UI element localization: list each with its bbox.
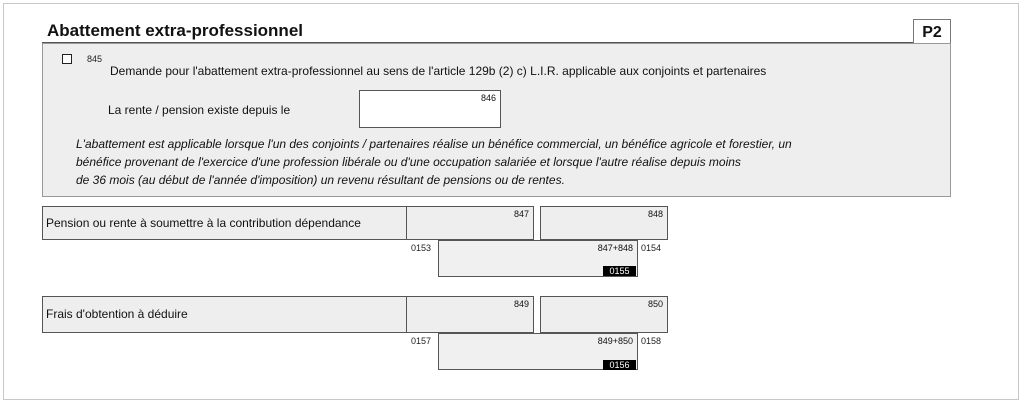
total-ref-0156: 0156 xyxy=(603,360,636,370)
field-850-code: 850 xyxy=(647,299,663,309)
ref-0153: 0153 xyxy=(411,243,432,253)
pension-since-code: 846 xyxy=(480,93,496,103)
request-label: Demande pour l'abattement extra-professionnel au sens de l'article 129b (2) c) L.I.R. applicable aux conjoints et partenaires xyxy=(110,64,767,78)
pension-since-input[interactable] xyxy=(359,90,501,128)
section-title: Abattement extra-professionnel xyxy=(47,21,303,40)
pension-since-label: La rente / pension existe depuis le xyxy=(108,103,291,117)
field-848-code: 848 xyxy=(647,209,663,219)
request-checkbox[interactable] xyxy=(62,54,72,64)
field-848[interactable] xyxy=(540,206,668,240)
field-849[interactable] xyxy=(406,296,534,333)
note-line: L'abattement est applicable lorsque l'un des conjoints / partenaires réalise un bénéfice commercial, un bénéfice agricole et forestier, un xyxy=(76,137,792,151)
ref-0154: 0154 xyxy=(641,243,662,253)
request-code: 845 xyxy=(87,54,103,64)
row-label-pension: Pension ou rente à soumettre à la contribution dépendance xyxy=(42,206,407,240)
total-ref-0155: 0155 xyxy=(603,266,636,276)
field-847[interactable] xyxy=(406,206,534,240)
sum-code-847-848: 847+848 xyxy=(597,243,633,253)
note-line: de 36 mois (au début de l'année d'imposition) un revenu résultant de pensions ou de rentes. xyxy=(76,173,565,187)
note-line: bénéfice provenant de l'exercice d'une profession libérale ou d'une occupation salariée et lorsque l'autre réalise depuis moins xyxy=(76,155,741,169)
field-849-code: 849 xyxy=(513,299,529,309)
ref-0157: 0157 xyxy=(411,336,432,346)
field-850[interactable] xyxy=(540,296,668,333)
field-847-code: 847 xyxy=(513,209,529,219)
page-tag: P2 xyxy=(913,19,951,43)
row-label-frais: Frais d'obtention à déduire xyxy=(42,296,407,333)
ref-0158: 0158 xyxy=(641,336,662,346)
sum-code-849-850: 849+850 xyxy=(597,336,633,346)
note-text xyxy=(76,135,926,189)
